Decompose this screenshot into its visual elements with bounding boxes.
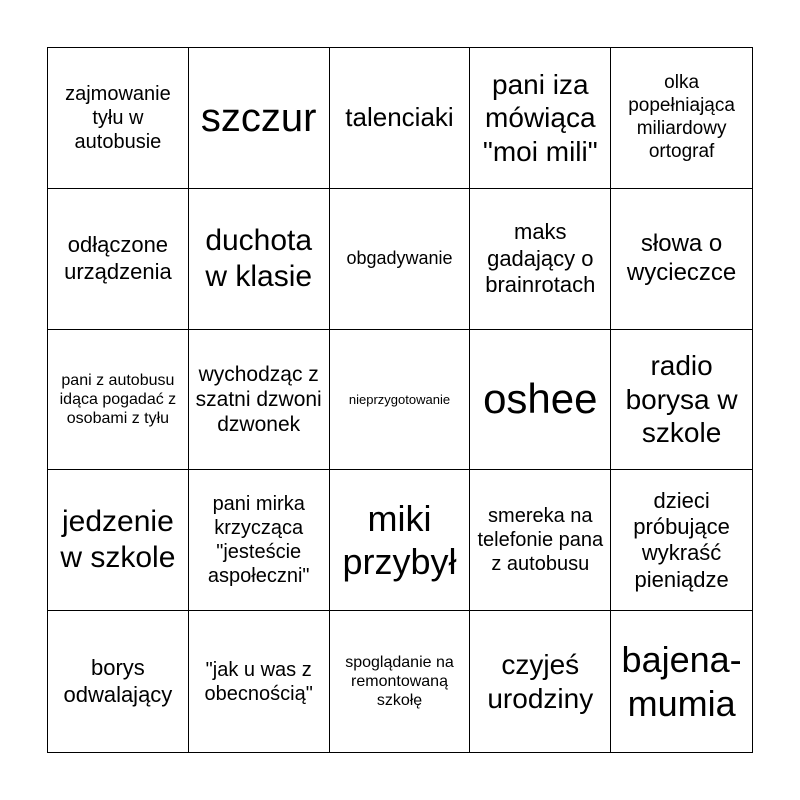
bingo-cell[interactable] [470,611,611,752]
bingo-cell[interactable] [189,611,330,752]
bingo-cell[interactable] [330,611,471,752]
cell-text: jedzenie w szkole [60,505,176,575]
bingo-cell[interactable] [611,330,752,471]
bingo-cell[interactable] [330,470,471,611]
cell-text: zajmowanie tyłu w autobusie [65,82,171,153]
bingo-cell[interactable] [48,611,189,752]
cell-text: dzieci próbujące wykraść pieniądze [633,487,730,592]
bingo-cell[interactable] [330,189,471,330]
cell-text: duchota w klasie [205,223,313,293]
bingo-cell[interactable] [189,470,330,611]
bingo-cell[interactable] [611,189,752,330]
bingo-cell[interactable] [470,470,611,611]
bingo-cell[interactable] [470,189,611,330]
bingo-cell[interactable] [189,330,330,471]
cell-text: bajena-mumia [621,639,742,724]
cell-text: obgadywanie [346,247,453,268]
bingo-cell[interactable] [48,330,189,471]
cell-text: odłączone urządzenia [64,232,172,284]
cell-text: szczur [200,95,317,140]
bingo-cell[interactable] [330,48,471,189]
bingo-cell[interactable] [189,189,330,330]
bingo-cell[interactable] [611,611,752,752]
bingo-cell[interactable] [48,48,189,189]
cell-text: nieprzygotowanie [348,391,451,407]
cell-text: "jak u was z obecnością" [204,658,313,705]
cell-text: miki przybył [342,498,457,583]
bingo-cell[interactable] [611,470,752,611]
bingo-cell[interactable] [470,48,611,189]
cell-text: talenciaki [345,102,454,133]
cell-text: borys odwalający [63,655,173,707]
cell-text: oshee [483,375,598,423]
cell-text: słowa o wycieczce [626,229,737,286]
bingo-cell[interactable] [189,48,330,189]
bingo-cell[interactable] [470,330,611,471]
bingo-cell[interactable] [330,330,471,471]
cell-text: czyjeś urodziny [487,649,594,714]
bingo-cell[interactable] [611,48,752,189]
bingo-cell[interactable] [48,189,189,330]
cell-text: radio borysa w szkole [625,350,738,449]
bingo-cell[interactable] [48,470,189,611]
cell-text: maks gadający o brainrotach [485,219,596,297]
cell-text: pani iza mówiąca "moi mili" [482,68,598,167]
cell-text: smereka na telefonie pana z autobusu [477,505,604,576]
cell-text: spoglądanie na remontowaną szkołę [345,653,454,710]
bingo-board [47,47,753,753]
cell-text: olka popełniająca miliardowy ortograf [628,72,735,162]
cell-text: pani mirka krzycząca "jesteście aspołeczni" [207,493,310,588]
cell-text: wychodząc z szatni dzwoni dzwonek [195,362,322,437]
cell-text: pani z autobusu idąca pogadać z osobami z tyłu [59,371,177,428]
